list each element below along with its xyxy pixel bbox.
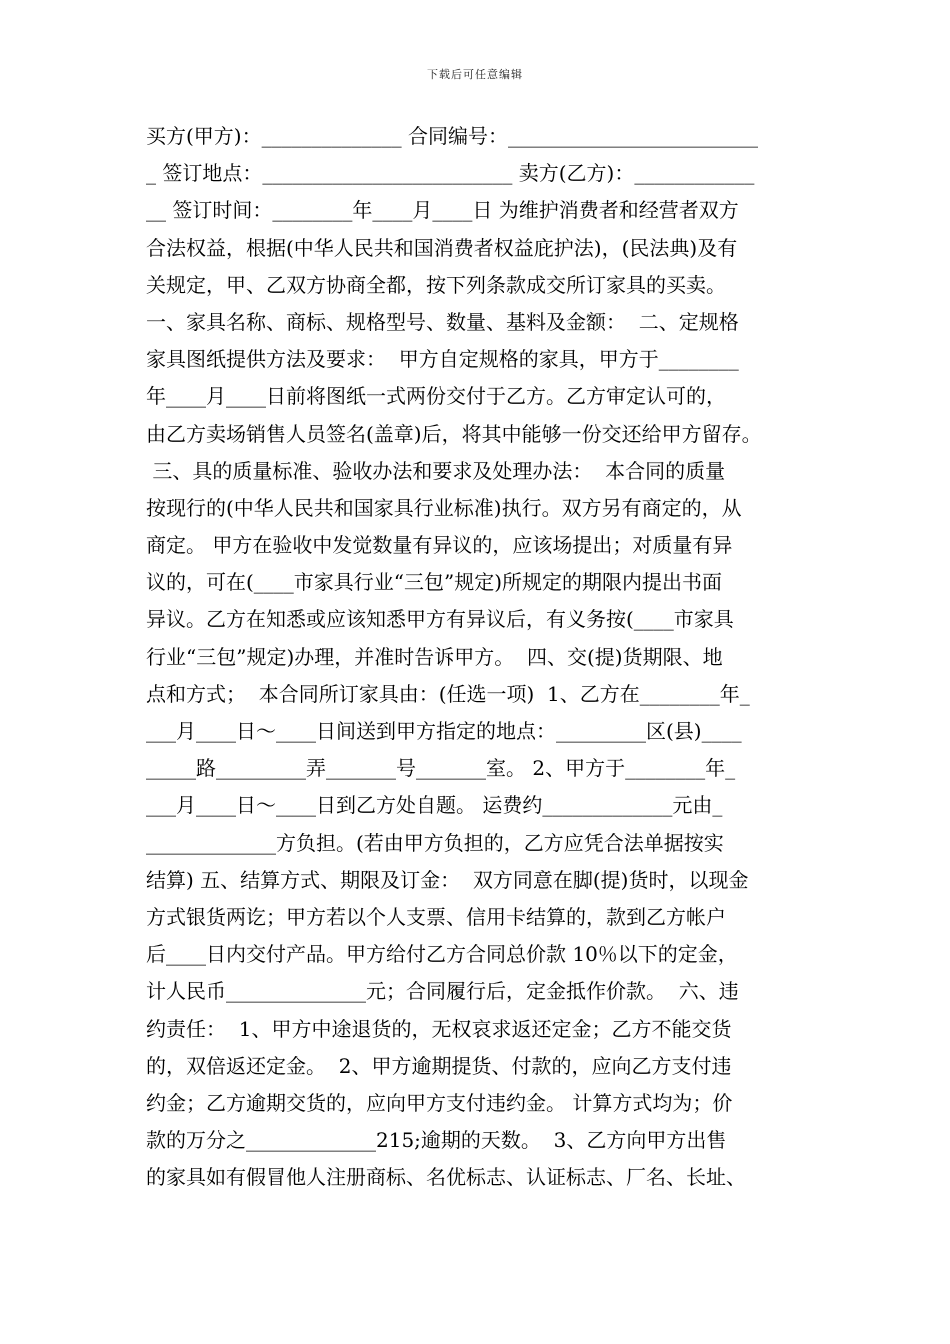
text-line: 款的万分之_____________215;逾期的天数。 3、乙方向甲方出售 bbox=[146, 1128, 727, 1153]
page-header-note: 下载后可任意编辑 bbox=[427, 68, 523, 81]
text-line: ___月____日～____日间送到甲方指定的地点：_________区(县)____ bbox=[146, 719, 742, 743]
text-line: ___月____日～____日到乙方处自题。 运费约_____________元由_ bbox=[146, 793, 723, 818]
text-line: _____________方负担。(若由甲方负担的，乙方应凭合法单据按实 bbox=[146, 830, 724, 855]
text-line: 后____日内交付产品。甲方给付乙方合同总价款 10％以下的定金， bbox=[146, 942, 738, 967]
contract-body bbox=[146, 118, 810, 1196]
text-line: 一、家具名称、商标、规格型号、数量、基料及金额： 二、定规格 bbox=[146, 309, 739, 334]
text-line: 计人民币______________元；合同履行后，定金抵作价款。 六、违 bbox=[146, 979, 739, 1004]
text-line: __ 签订时间：________年____月____日 为维护消费者和经营者双方 bbox=[146, 198, 739, 223]
text-line: 点和方式； 本合同所订家具由：(任选一项) 1、乙方在________年_ bbox=[146, 681, 750, 706]
text-line: 由乙方卖场销售人员签名(盖章)后，将其中能够一份交还给甲方留存。 bbox=[146, 421, 762, 446]
text-line: _____路_________弄_______号_______室。 2、甲方于________年_ bbox=[146, 756, 736, 781]
text-line: 的，双倍返还定金。 2、甲方逾期提货、付款的，应向乙方支付违 bbox=[146, 1053, 732, 1078]
text-line: 约责任： 1、甲方中途退货的，无权哀求返还定金；乙方不能交货 bbox=[146, 1016, 732, 1041]
text-line: 关规定，甲、乙双方协商全都，按下列条款成交所订家具的买卖。 bbox=[146, 272, 726, 297]
text-line: 异议。乙方在知悉或应该知悉甲方有异议后，有义务按(____市家具 bbox=[146, 607, 734, 632]
text-line: _ 签订地点：_________________________ 卖方(乙方)：____________ bbox=[146, 161, 755, 186]
text-line: 结算) 五、结算方式、期限及订金： 双方同意在脚(提)货时，以现金 bbox=[146, 867, 749, 892]
text-line: 家具图纸提供方法及要求： 甲方自定规格的家具，甲方于________ bbox=[146, 347, 739, 372]
text-line: 按现行的(中华人民共和国家具行业标准)执行。双方另有商定的，从 bbox=[146, 495, 742, 520]
text-line: 三、具的质量标准、验收办法和要求及处理办法： 本合同的质量 bbox=[146, 458, 726, 483]
text-line: 方式银货两讫；甲方若以个人支票、信用卡结算的，款到乙方帐户 bbox=[146, 904, 726, 929]
text-line: 商定。 甲方在验收中发觉数量有异议的，应该场提出；对质量有异 bbox=[146, 533, 733, 558]
text-line: 约金；乙方逾期交货的，应向甲方支付违约金。 计算方式均为；价 bbox=[146, 1090, 733, 1115]
text-line: 议的，可在(____市家具行业“三包”规定)所规定的期限内提出书面 bbox=[146, 570, 723, 595]
text-line: 行业“三包”规定)办理，并准时告诉甲方。 四、交(提)货期限、地 bbox=[146, 644, 723, 669]
text-line: 年____月____日前将图纸一式两份交付于乙方。乙方审定认可的， bbox=[146, 384, 726, 409]
text-line: 买方(甲方)：______________ 合同编号：_________________________ bbox=[146, 124, 758, 148]
text-line: 合法权益，根据(中华人民共和国消费者权益庇护法)，(民法典)及有 bbox=[146, 235, 738, 260]
text-line: 的家具如有假冒他人注册商标、名优标志、认证标志、厂名、长址、 bbox=[146, 1165, 746, 1190]
